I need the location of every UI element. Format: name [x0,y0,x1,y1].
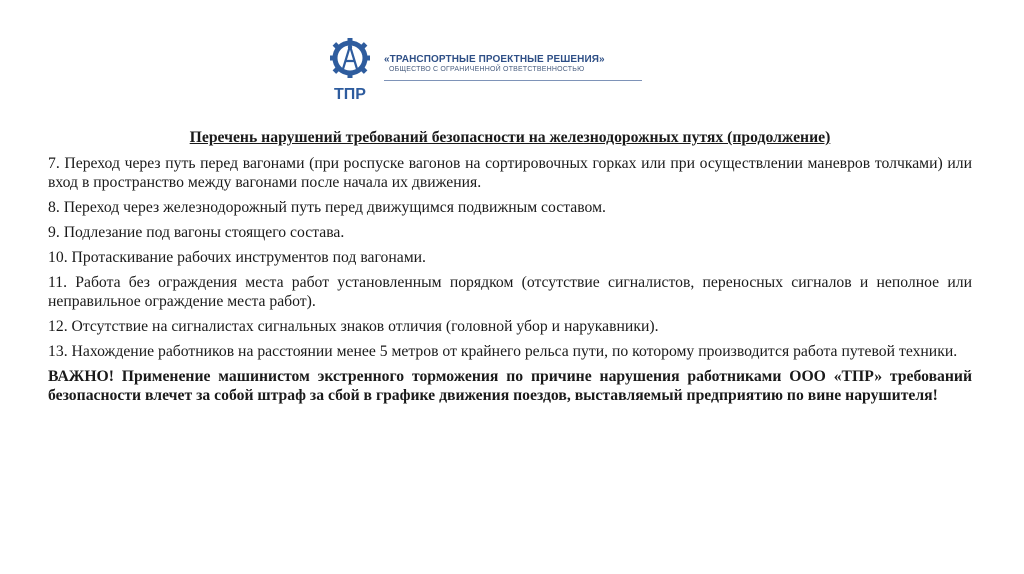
list-item: 7. Переход через путь перед вагонами (при роспуске вагонов на сортировочных горках или при осуществлении маневров толчками) или вход в пространство между вагонами после начала их движения. [48,155,972,191]
gear-icon [330,38,370,78]
company-name: «ТРАНСПОРТНЫЕ ПРОЕКТНЫЕ РЕШЕНИЯ» [384,54,605,65]
company-logo [322,36,378,102]
header-divider [384,80,642,81]
logo-text: ТПР [334,86,366,102]
list-item: 12. Отсутствие на сигналистах сигнальных знаков отличия (головной убор и нарукавники). [48,318,659,335]
list-item: 8. Переход через железнодорожный путь перед движущимся подвижным составом. [48,199,606,216]
list-item: 13. Нахождение работников на расстоянии менее 5 метров от крайнего рельса пути, по которому производится работа путевой техники. [48,343,958,360]
document-title: Перечень нарушений требований безопасности на железнодорожных путях (продолжение) [189,129,831,146]
document-body [48,128,972,405]
list-item: 10. Протаскивание рабочих инструментов под вагонами. [48,249,426,266]
list-item: 11. Работа без ограждения места работ установленным порядком (отсутствие сигналистов, переносных сигналов и неполное или неправильное ограждение места работ). [48,274,972,310]
important-note: ВАЖНО! Применение машинистом экстренного торможения по причине нарушения работниками ООО «ТПР» требований безопасности влечет за собой штраф за сбой в графике движения поездов, выставляемый предприятию по вине нарушителя! [48,368,972,404]
company-header [322,36,652,106]
list-item: 9. Подлезание под вагоны стоящего состава. [48,224,345,241]
company-type: ОБЩЕСТВО С ОГРАНИЧЕННОЙ ОТВЕТСТВЕННОСТЬЮ [389,66,585,73]
